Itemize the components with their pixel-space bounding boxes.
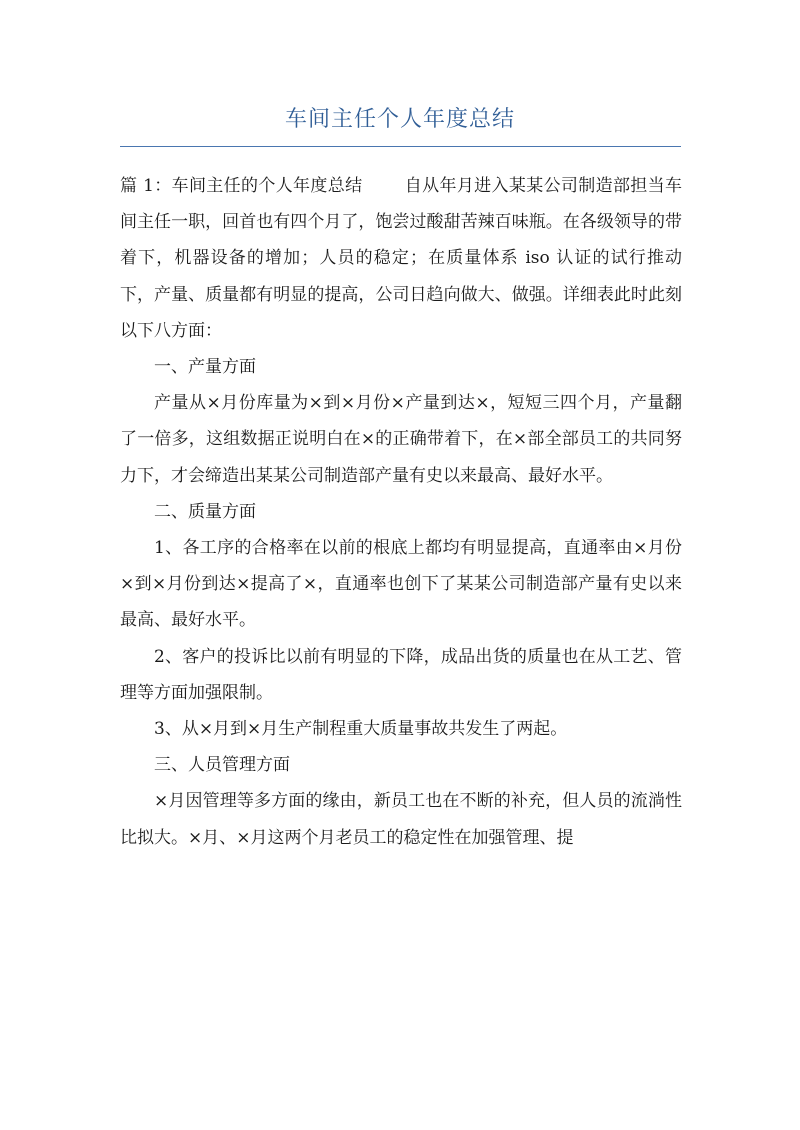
article-label: 篇 1：车间主任的个人年度总结 — [120, 176, 363, 196]
intro-paragraph — [120, 168, 682, 349]
staff-paragraph: ×月因管理等多方面的缘由，新员工也在不断的补充，但人员的流淌性比拟大。×月、×月这两个月老员工的稳定性在加强管理、提 — [120, 791, 682, 848]
section-heading-output: 一、产量方面 — [154, 357, 256, 378]
section-heading-staff: 三、人员管理方面 — [154, 755, 290, 776]
section-heading-quality: 二、质量方面 — [154, 501, 256, 522]
output-paragraph: 产量从×月份库量为×到×月份×产量到达×，短短三四个月，产量翻了一倍多，这组数据正说明白在×的正确带着下，在×部全部员工的共同努力下，才会缔造出某某公司制造部产量有史以来最高、最好水平。 — [120, 393, 682, 486]
document-body — [120, 168, 682, 856]
document-title: 车间主任个人年度总结 — [284, 107, 515, 132]
title-underline — [120, 146, 681, 147]
quality-paragraph-1: 1、各工序的合格率在以前的根底上都均有明显提高，直通率由×月份×到×月份到达×提高了×，直通率也创下了某某公司制造部产量有史以来最高、最好水平。 — [120, 538, 682, 631]
quality-paragraph-2: 2、客户的投诉比以前有明显的下降，成品出货的质量也在从工艺、管理等方面加强限制。 — [120, 646, 682, 703]
intro-text: 自从年月进入某某公司制造部担当车间主任一职，回首也有四个月了，饱尝过酸甜苦辣百味瓶。在各级领导的带着下，机器设备的增加；人员的稳定；在质量体系 iso 认证的试行推动下，产量、质量都有明显的提高，公司日趋向做大、做强。详细表此时此刻以下八方面： — [120, 176, 682, 341]
quality-paragraph-3: 3、从×月到×月生产制程重大质量事故共发生了两起。 — [154, 719, 568, 740]
